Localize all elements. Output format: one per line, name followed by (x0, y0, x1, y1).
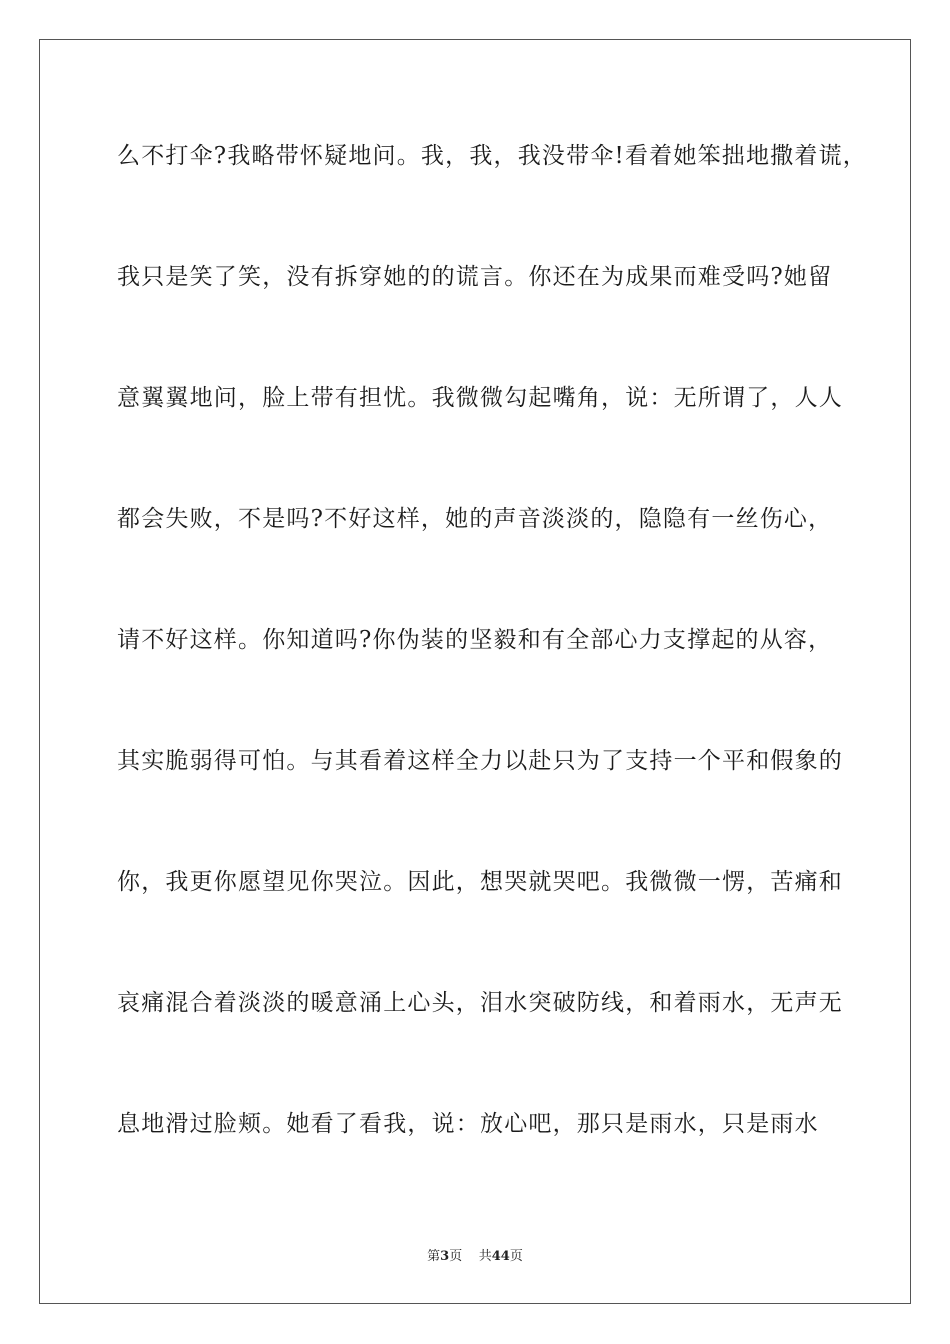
page-frame (39, 39, 911, 1304)
text-line: 息地滑过脸颊。她看了看我，说：放心吧，那只是雨水，只是雨水 (117, 1111, 819, 1137)
total-pages: 44 (491, 1249, 510, 1264)
text-line: 都会失败，不是吗?不好这样，她的声音淡淡的，隐隐有一丝伤心， (117, 506, 833, 532)
text-line: 哀痛混合着淡淡的暖意涌上心头，泪水突破防线，和着雨水，无声无 (117, 990, 843, 1016)
text-line: 么不打伞?我略带怀疑地问。我，我，我没带伞!看着她笨拙地撒着谎， (117, 143, 867, 169)
page-number: 3 (440, 1249, 450, 1264)
text-line: 意翼翼地问，脸上带有担忧。我微微勾起嘴角，说：无所谓了，人人 (117, 385, 843, 411)
total-prefix: 共 (478, 1249, 492, 1264)
total-suffix: 页 (509, 1249, 523, 1264)
page-prefix: 第 (427, 1249, 441, 1264)
text-line: 请不好这样。你知道吗?你伪装的坚毅和有全部心力支撑起的从容， (117, 627, 833, 653)
text-line: 你，我更你愿望见你哭泣。因此，想哭就哭吧。我微微一愣，苦痛和 (117, 869, 843, 895)
text-line: 我只是笑了笑，没有拆穿她的的谎言。你还在为成果而难受吗?她留 (117, 264, 833, 290)
page-footer (40, 1248, 910, 1266)
page-suffix: 页 (449, 1249, 463, 1264)
text-line: 其实脆弱得可怕。与其看着这样全力以赴只为了支持一个平和假象的 (117, 748, 843, 774)
